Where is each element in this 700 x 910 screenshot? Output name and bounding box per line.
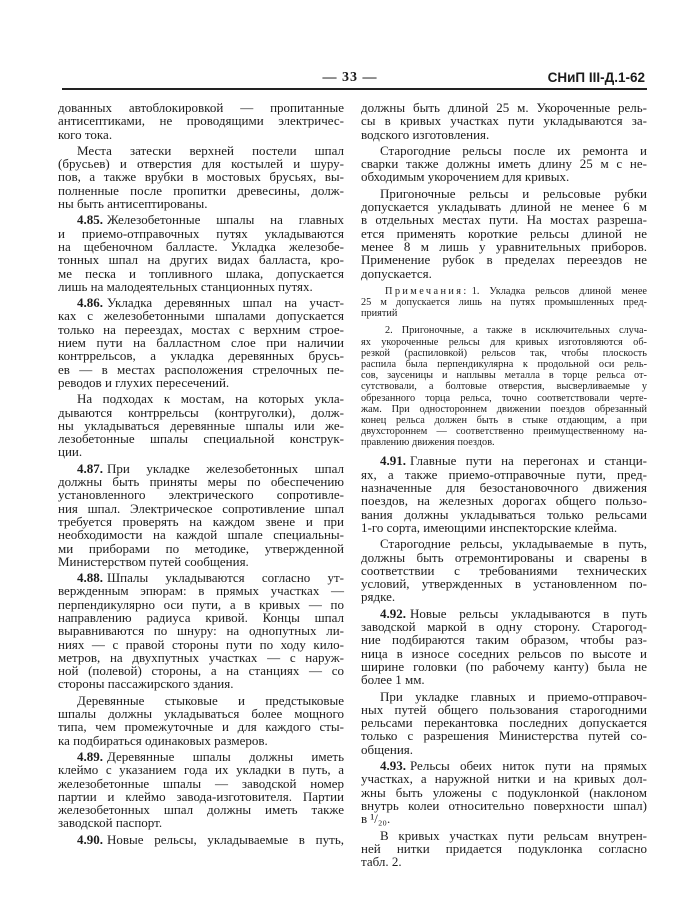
text-line: поездов, на железных дорогах общего пользо- (361, 493, 647, 509)
text-line: сов, заусеницы и наплывы металла в торце рельса от- (361, 370, 647, 382)
line-text: Шпалы укладываются согласно ут- (107, 570, 344, 586)
text-line: должны быть отремонтированы и сварены в (361, 549, 647, 565)
text-line: дованных автоблокировкой — пропитанные (58, 100, 344, 115)
text-line: допускается укладывать длиной не менее 6 м (361, 199, 647, 215)
text-line: распила была перпендикулярна к продольной оси рель- (361, 358, 647, 370)
text-line: условий, утвержденных в установленном по- (361, 576, 647, 592)
text-line: сы в кривых участках пути укладываются за- (361, 113, 647, 129)
text-line: кого тока. (58, 126, 113, 142)
text-line: водского изготовления. (361, 126, 490, 142)
left-column (58, 101, 344, 849)
text-line (58, 213, 344, 226)
text-line: соответствии с требованиями технических (361, 562, 647, 578)
text-line (361, 607, 647, 620)
text-line: резкой (распиловкой) рельсов так, чтобы плоскость (361, 347, 647, 359)
section-4.92 (361, 607, 647, 687)
text-line: пов, а также врубки в мостовых брусьях, вы- (58, 169, 344, 185)
text-line: на щебеночном балласте. Укладка железобе- (58, 238, 344, 254)
text-line: требуется проверять на каждом звене и при (58, 513, 344, 529)
text-line: в ¹/₂₀. (361, 811, 391, 827)
text-line (58, 571, 344, 584)
paragraph (58, 694, 344, 747)
text-line: табл. 2. (361, 854, 402, 870)
text-line: (брусьев) и отверстия для костылей и шуру- (58, 156, 344, 172)
text-line: железобетонные шпалы — заводской номер (58, 775, 344, 791)
text-line: ны быть антисептированы. (58, 196, 208, 212)
text-line: ме песка и топливного шлака, допускается (58, 265, 344, 281)
text-line: обходимым укорочением для кривых. (361, 169, 570, 185)
section-4.89 (58, 750, 344, 830)
text-line: лишь на малодеятельных станционных путях. (58, 278, 313, 294)
text-line: шпалы должны укладываться более мощного (58, 706, 344, 722)
line-text: Новые рельсы, укладываемые в путь, (107, 831, 344, 847)
line-text: Главные пути на перегонах и станци- (410, 453, 647, 469)
text-line: лезобетонные шпалы специальной конструк- (58, 431, 344, 447)
text-line: 1-го сорта, имеющими инспекторские клейма. (361, 519, 618, 535)
page-number: — 33 — (322, 70, 378, 85)
text-line: ния шпал. Электрическое сопротивление шпал (58, 500, 344, 516)
text-line: назначенные для безостановочного движения (361, 480, 647, 496)
text-line: в отдельных местах пути. На мостах разреша- (361, 212, 647, 228)
text-line: двухстороннем — соответственно преимущественному на- (361, 426, 647, 438)
text-line: и приемо-отправочных путях укладываются (58, 225, 344, 241)
text-line: ках с железобетонными шпалами допускается (58, 308, 344, 324)
text-line: Пригоночные рельсы и рельсовые рубки (380, 185, 647, 201)
paragraph (361, 829, 647, 869)
section-number: 4.88. (77, 570, 103, 586)
text-line (361, 454, 647, 467)
paragraph (361, 187, 647, 280)
text-line: внутрь колеи относительно поверхности шпал) (361, 797, 647, 813)
section-number: 4.90. (77, 831, 103, 847)
paragraph (361, 690, 647, 756)
paragraph (58, 144, 344, 210)
text-line: Старогодние рельсы, укладываемые в путь, (380, 536, 647, 552)
text-line: реводов и глухих пересечений. (58, 374, 230, 390)
text-line: ев — в местах расположения стрелочных пе- (58, 361, 344, 377)
text-line: В кривых участках пути рельсам внутрен- (380, 827, 647, 843)
text-line: сутствовали, а болтовые отверстия, высверливаемые у (361, 381, 647, 393)
text-line: ях, а также приемо-отправочные пути, пред- (361, 466, 647, 482)
text-line: контррельсов, а укладка деревянных брусь- (58, 348, 344, 364)
section-4.88 (58, 571, 344, 691)
text-line: дываются контррельсы (контруголки), долж- (58, 404, 344, 420)
text-line: рядке. (361, 589, 396, 605)
text-line: Применение рубок в пределах переездов не (361, 252, 647, 268)
text-line: Старогодние рельсы после их ремонта и (380, 142, 647, 158)
footnote-paragraph (361, 286, 647, 320)
section-4.90 (58, 833, 344, 846)
text-line: железобетонных шпал должны иметь также (58, 802, 344, 818)
line-text: Рельсы обеих ниток пути на прямых (410, 758, 647, 774)
line-text: При укладке железобетонных шпал (107, 460, 344, 476)
text-line (58, 833, 344, 846)
text-line: Деревянные стыковые и предстыковые (77, 692, 344, 708)
section-4.85 (58, 213, 344, 293)
text-line: ширине головки (по рабочему канту) была не (361, 658, 647, 674)
text-line: ница в износе соседних рельсов по высоте и (361, 645, 647, 661)
section-number: 4.92. (380, 605, 406, 621)
section-number: 4.89. (77, 748, 103, 764)
section-number: 4.93. (380, 758, 406, 774)
line-text: Укладка деревянных шпал на участ- (107, 295, 344, 311)
text-line (58, 462, 344, 475)
text-line (361, 286, 647, 297)
text-line: ной (полевой) стороны, а на станциях — со (58, 663, 344, 679)
text-line: направлению радиуса кривой. Концы шпал (58, 609, 344, 625)
text-line: ми приборами по методике, утвержденной (58, 540, 344, 556)
paragraph (361, 101, 647, 141)
text-line: сварки также должны иметь длину 25 м с не- (361, 156, 647, 172)
line-text: 1. Укладка рельсов длиной менее (471, 285, 647, 297)
section-number: 4.85. (77, 212, 103, 228)
footnote-paragraph (361, 325, 647, 448)
text-line: заводской паспорт. (58, 815, 163, 831)
text-line: ных путей общего пользования старогодними (361, 701, 647, 717)
text-line: установленного электрического сопротивле- (58, 487, 344, 503)
section-number: 4.87. (77, 460, 103, 476)
text-line: метров, на двухпутных участках — с наруж- (58, 649, 344, 665)
text-line: тонных шпал на других видах балласта, кро- (58, 252, 344, 268)
text-line: При укладке главных и приемо-отправоч- (380, 688, 647, 704)
text-line (58, 750, 344, 763)
right-column (361, 101, 647, 871)
text-line: только с разрешения Министерства путей со- (361, 728, 647, 744)
text-line: Министерством путей сообщения. (58, 553, 249, 569)
text-line: необходимости на каждой шпале специальны- (58, 527, 344, 543)
text-line: 25 м допускается лишь на путях промышленных пред- (361, 297, 647, 309)
text-line: рельсами перекантовка последних допускается (361, 715, 647, 731)
line-text: Деревянные шпалы должны иметь (107, 748, 344, 764)
text-line: полненные после пропитки древесины, долж- (58, 182, 344, 198)
text-line: ется применять короткие рельсы длиной не (361, 225, 647, 241)
paragraph (58, 101, 344, 141)
text-line: 2. Пригоночные, а также в исключительных случа- (385, 325, 647, 337)
document-code: СНиП III-Д.1-62 (547, 70, 645, 85)
text-line: типа, чем промежуточные и для каждого сты- (58, 719, 344, 735)
section-number: 4.91. (380, 453, 406, 469)
text-line: ка подбираться одинаковых размеров. (58, 732, 268, 748)
text-line: ях укороченные рельсы для кривых изготовляются об- (361, 336, 647, 348)
text-line: антисептиками, не проводящими электричес- (58, 113, 344, 129)
text-line: допускается. (361, 265, 432, 281)
text-line: ниях — с правой стороны пути по ходу кило- (58, 636, 344, 652)
text-line: перпендикулярно оси пути, а в кривых — по (58, 596, 344, 612)
header-rule (62, 88, 647, 90)
text-line: конец рельса должен быть в стыке отдающим, а при (361, 414, 647, 426)
paragraph (361, 144, 647, 184)
text-line: правлению движения поездов. (361, 437, 495, 449)
text-line: заводской маркой в одну сторону. Старогод- (361, 619, 647, 635)
line-text: Железобетонные шпалы на главных (107, 212, 344, 228)
text-line: На подходах к мостам, на которых укла- (77, 391, 344, 407)
notes-label: Примечания: (385, 285, 469, 297)
text-line: вержденным эпюрам: в прямых участках — (58, 583, 344, 599)
text-line: вания должны укладываться только рельсами (361, 506, 647, 522)
text-line: Места затески верхней постели шпал (77, 142, 344, 158)
text-line: менее 8 м лишь у уравнительных приборов. (361, 238, 647, 254)
text-line: жны быть уложены с подуклонкой (наклоном (361, 784, 647, 800)
text-line: должны быть длиной 25 м. Укороченные рель- (361, 100, 647, 115)
text-line: приятий (361, 308, 398, 320)
text-line: ней нитки придается подуклонка согласно (361, 840, 647, 856)
text-line: только на переездах, мостах с верхним строе- (58, 321, 344, 337)
text-line: нием пути на балластном слое при наличии (58, 335, 344, 351)
text-line: ны укладываться деревянные шпалы или же- (58, 417, 344, 433)
text-line: ции. (58, 444, 83, 460)
section-4.86 (58, 296, 344, 389)
section-4.93 (361, 759, 647, 825)
text-line: партии и клеймо завода-изготовителя. Партии (58, 788, 344, 804)
text-line: клеймо с указанием года их укладки в путь, а (58, 762, 344, 778)
text-line: стороны пассажирского здания. (58, 676, 234, 692)
paragraph (361, 537, 647, 603)
section-number: 4.86. (77, 295, 103, 311)
text-line: ние подбираются таким образом, чтобы раз- (361, 632, 647, 648)
text-line: участках, а наружной нитки и на кривых дол- (361, 771, 647, 787)
text-line (58, 296, 344, 309)
section-4.91 (361, 454, 647, 534)
text-line: общения. (361, 741, 414, 757)
paragraph (58, 392, 344, 458)
section-4.87 (58, 462, 344, 568)
text-line: должны быть приняты меры по обеспечению (58, 474, 344, 490)
text-line: жам. При одностороннем движении поездов обрезанный (361, 403, 647, 415)
text-line (361, 759, 647, 772)
text-line: более 1 мм. (361, 672, 425, 688)
text-line: выравниваются по шнуру: на однопутных ли- (58, 623, 344, 639)
line-text: Новые рельсы укладываются в путь (410, 605, 647, 621)
text-line: обрезанного торца рельса, точно соответствовали черте- (361, 392, 647, 404)
